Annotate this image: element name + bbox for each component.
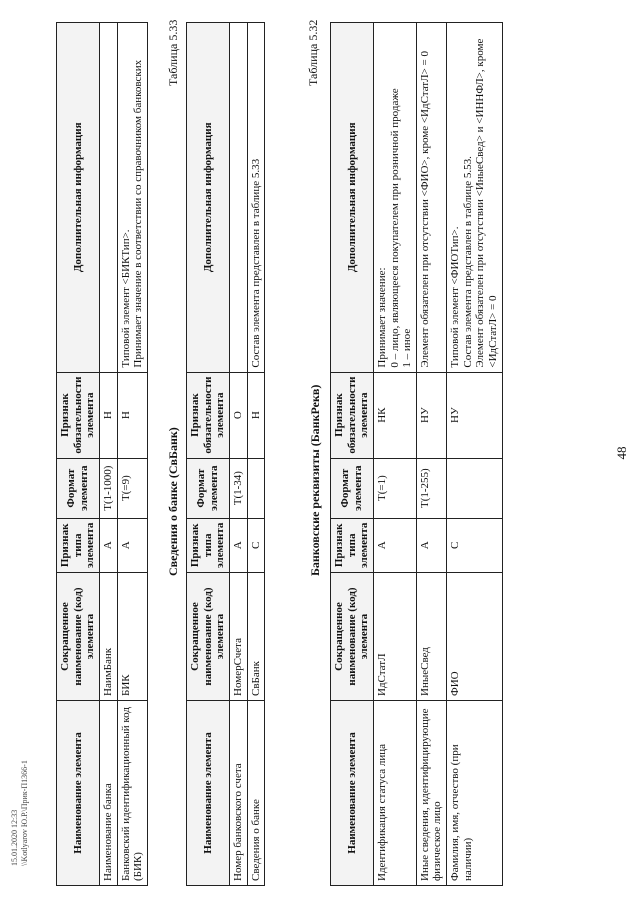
cell-format: Т(1-34) xyxy=(229,458,247,518)
cell-code: НомерСчета xyxy=(229,573,247,701)
cell-name: Фамилия, имя, отчество (при наличии) xyxy=(447,701,503,886)
cell-required: НУ xyxy=(447,372,503,458)
cell-type: А xyxy=(373,518,416,572)
cell-format: Т(1-1000) xyxy=(99,458,117,518)
table-header-row xyxy=(331,23,374,886)
table-header-row xyxy=(187,23,230,886)
cell-format: Т(1-255) xyxy=(416,458,446,518)
table-bank-info xyxy=(56,22,148,886)
table-row xyxy=(416,23,446,886)
cell-code: ИдСтатЛ xyxy=(373,573,416,701)
cell-format xyxy=(447,458,503,518)
info-line: Типовой элемент <ФИОТип>. xyxy=(449,226,462,368)
cell-required: НУ xyxy=(416,372,446,458)
cell-info xyxy=(447,23,503,373)
cell-required: НК xyxy=(373,372,416,458)
column-header: Признак типа элемента xyxy=(331,518,374,572)
table-header-row xyxy=(57,23,100,886)
cell-info xyxy=(229,23,247,373)
table-element-status xyxy=(330,22,503,886)
table-bank-details xyxy=(186,22,265,886)
info-line: Состав элемента представлен в таблице 5.53. xyxy=(461,156,474,368)
table-row xyxy=(229,23,247,886)
cell-name: Банковский идентификационный код (БИК) xyxy=(117,701,147,886)
column-header: Признак обязательности элемента xyxy=(187,372,230,458)
cell-name: Номер банковского счета xyxy=(229,701,247,886)
info-line: Принимает значение в соответствии со справочником банковских xyxy=(132,59,145,368)
cell-type: С xyxy=(447,518,503,572)
column-header: Наименование элемента xyxy=(331,701,374,886)
column-header: Формат элемента xyxy=(57,458,100,518)
stamp-date: 15.01.2020 12:33 xyxy=(10,809,19,866)
cell-type: А xyxy=(229,518,247,572)
cell-type: А xyxy=(416,518,446,572)
info-line: 1 – иное xyxy=(401,328,414,368)
cell-format xyxy=(247,458,265,518)
cell-required: Н xyxy=(247,372,265,458)
column-header: Формат элемента xyxy=(331,458,374,518)
cell-type: А xyxy=(117,518,147,572)
column-header: Признак обязательности элемента xyxy=(57,372,100,458)
table-title: Сведения о банке (СвБанк) xyxy=(166,427,180,576)
cell-code: НаимБанк xyxy=(99,573,117,701)
table-row xyxy=(117,23,147,886)
table-row xyxy=(447,23,503,886)
cell-info xyxy=(373,23,416,373)
column-header: Формат элемента xyxy=(187,458,230,518)
cell-required: Н xyxy=(99,372,117,458)
table-row xyxy=(373,23,416,886)
cell-name: Идентификация статуса лица xyxy=(373,701,416,886)
table-row xyxy=(247,23,265,886)
cell-info xyxy=(117,23,147,373)
table-caption: Таблица 5.32 xyxy=(306,19,320,86)
cell-name: Наименование банка xyxy=(99,701,117,886)
table-title: Банковские реквизиты (БанкРекв) xyxy=(308,384,322,576)
table-row xyxy=(99,23,117,886)
column-header: Сокращенное наименование (код) элемента xyxy=(331,573,374,701)
cell-type: А xyxy=(99,518,117,572)
cell-info xyxy=(99,23,117,373)
column-header: Признак типа элемента xyxy=(187,518,230,572)
info-line: Принимает значение: xyxy=(375,267,388,368)
column-header: Признак обязательности элемента xyxy=(331,372,374,458)
footer-stamp xyxy=(10,760,29,866)
info-line: Типовой элемент <БИКТип>. xyxy=(119,229,132,368)
column-header: Сокращенное наименование (код) элемента xyxy=(187,573,230,701)
cell-code: ФИО xyxy=(447,573,503,701)
cell-name: Сведения о банке xyxy=(247,701,265,886)
cell-name: Иные сведения, идентифицирующие физическое лицо xyxy=(416,701,446,886)
info-line: Элемент обязателен при отсутствии <ФИО>, кроме <ИдСтатЛ> = 0 xyxy=(418,51,431,368)
column-header: Дополнительная информация xyxy=(187,23,230,373)
info-line: Элемент обязателен при отсутствии <ИныеСвед> и <ИННФЛ>, кроме <ИдСтатЛ> = 0 xyxy=(474,38,500,368)
cell-required: О xyxy=(229,372,247,458)
column-header: Дополнительная информация xyxy=(331,23,374,373)
column-header: Сокращенное наименование (код) элемента xyxy=(57,573,100,701)
info-line: 0 – лицо, являющееся покупателем при розничной продаже xyxy=(388,88,401,368)
cell-format: Т(=1) xyxy=(373,458,416,518)
column-header: Наименование элемента xyxy=(57,701,100,886)
cell-type: С xyxy=(247,518,265,572)
cell-code: СвБанк xyxy=(247,573,265,701)
stamp-path: \\Kotlyarov Ю.Р.\Прик-П1366-1 xyxy=(19,760,29,866)
column-header: Наименование элемента xyxy=(187,701,230,886)
page-number: 48 xyxy=(614,446,629,460)
column-header: Дополнительная информация xyxy=(57,23,100,373)
cell-info xyxy=(416,23,446,373)
table-caption: Таблица 5.33 xyxy=(166,19,180,86)
cell-required: Н xyxy=(117,372,147,458)
info-line: Состав элемента представлен в таблице 5.33 xyxy=(249,158,262,368)
cell-info xyxy=(247,23,265,373)
cell-code: БИК xyxy=(117,573,147,701)
cell-code: ИныеСвед xyxy=(416,573,446,701)
column-header: Признак типа элемента xyxy=(57,518,100,572)
cell-format: Т(=9) xyxy=(117,458,147,518)
